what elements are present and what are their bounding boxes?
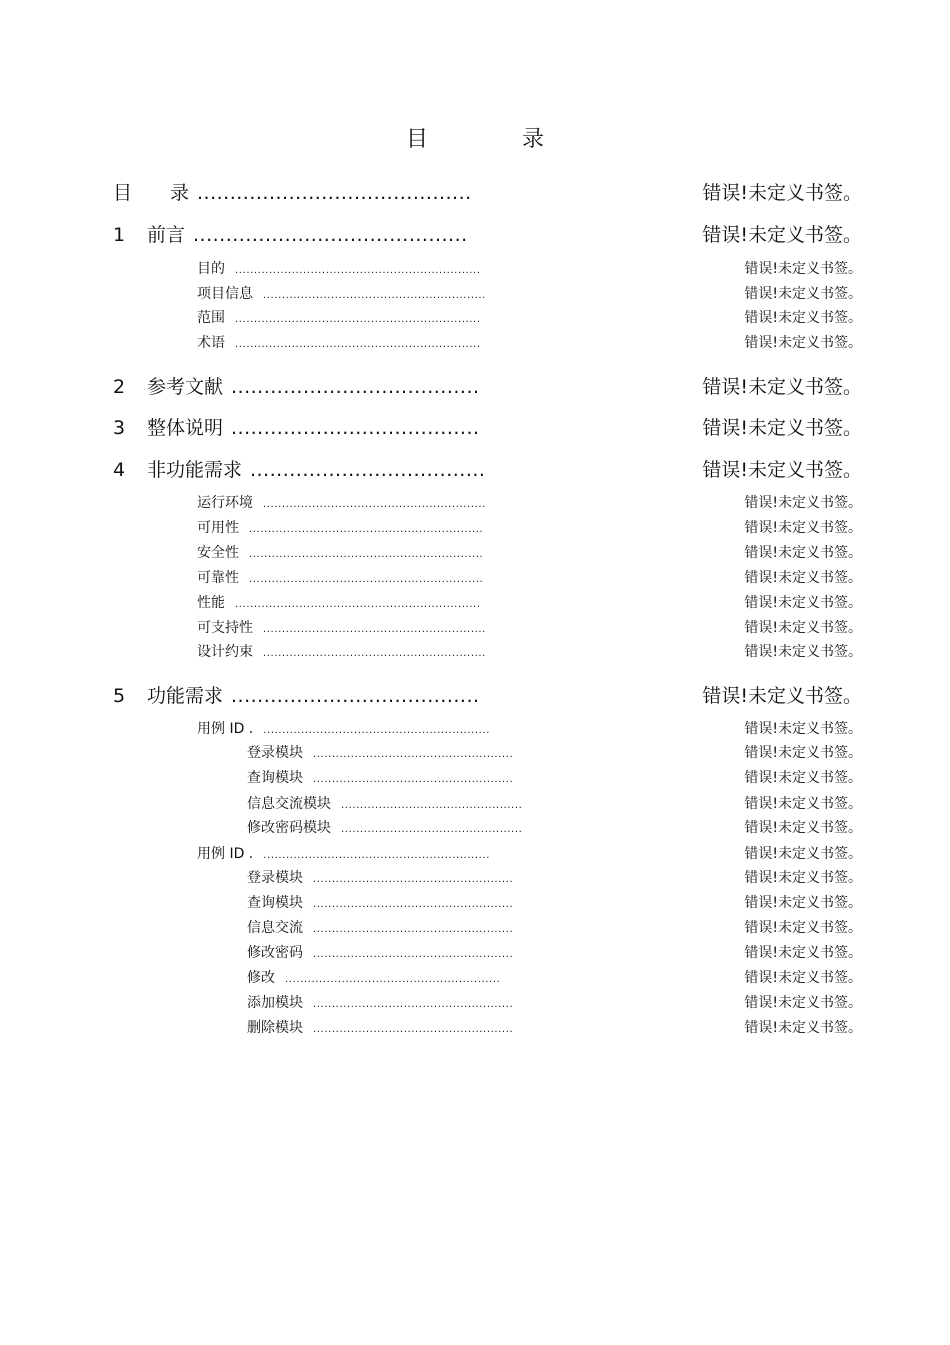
toc-entry-text: 目的	[197, 261, 225, 277]
toc-page-ref: 错误!未定义书签。	[702, 417, 862, 439]
toc-entry-label	[197, 517, 483, 537]
toc-entry-text: 信息交流	[247, 920, 303, 936]
toc-page-ref: 错误!未定义书签。	[744, 644, 862, 660]
toc-entry-label	[113, 681, 480, 708]
toc-entry[interactable]	[0, 492, 950, 518]
toc-leader-dots: .....................................................	[313, 949, 514, 960]
toc-entry[interactable]	[0, 517, 950, 543]
toc-entry[interactable]	[0, 413, 950, 439]
toc-entry-label	[113, 220, 468, 247]
toc-entry-label	[247, 867, 513, 887]
toc-leader-dots: ....................................	[250, 459, 486, 481]
toc-entry-label	[197, 492, 486, 512]
toc-entry-label	[113, 178, 472, 205]
toc-entry-label	[247, 817, 522, 837]
toc-entry-text: 安全性	[197, 545, 239, 561]
toc-entry-label	[197, 542, 483, 562]
toc-page-ref: 错误!未定义书签。	[744, 495, 862, 511]
toc-entry[interactable]	[0, 567, 950, 593]
toc-entry-text: 添加模块	[247, 995, 303, 1011]
toc-page-ref: 错误!未定义书签。	[744, 870, 862, 886]
toc-entry-text: 修改密码	[247, 945, 303, 961]
toc-leader-dots: ................................................	[341, 824, 523, 835]
toc-leader-dots: .................................................................	[235, 339, 481, 350]
toc-entry[interactable]	[0, 742, 950, 768]
toc-page-ref: 错误!未定义书签。	[702, 376, 862, 398]
toc-entry[interactable]	[0, 718, 950, 744]
toc-entry[interactable]	[0, 867, 950, 893]
toc-page-ref: 错误!未定义书签。	[744, 895, 862, 911]
toc-page-ref: 错误!未定义书签。	[702, 224, 862, 246]
toc-entry-label	[197, 567, 483, 587]
toc-leader-dots: ......................................	[231, 685, 480, 707]
toc-entry-label	[247, 917, 513, 937]
toc-entry[interactable]	[0, 767, 950, 793]
toc-leader-dots: ..........................................	[193, 224, 468, 246]
toc-entry-text: 目 录	[113, 182, 190, 204]
toc-leader-dots: .....................................................	[313, 899, 514, 910]
page-title: 目 录	[405, 127, 580, 152]
toc-entry[interactable]	[0, 542, 950, 568]
toc-entry-text: 查询模块	[247, 895, 303, 911]
toc-leader-dots: ..............................................................	[249, 574, 484, 585]
toc-leader-dots: ......................................	[231, 376, 480, 398]
toc-entry-text: 可用性	[197, 520, 239, 536]
toc-leader-dots: .....................................................	[313, 999, 514, 1010]
toc-page-ref: 错误!未定义书签。	[744, 796, 862, 812]
toc-entry-label	[197, 718, 490, 738]
toc-leader-dots: ...........................................................	[263, 648, 486, 659]
toc-entry[interactable]	[0, 178, 950, 204]
toc-leader-dots: ............................................................	[263, 725, 490, 736]
toc-leader-dots: ................................................	[341, 800, 523, 811]
toc-page-ref: 错误!未定义书签。	[744, 570, 862, 586]
toc-entry-label	[197, 258, 481, 278]
toc-page-ref: 错误!未定义书签。	[744, 261, 862, 277]
toc-leader-dots: ..........................................	[197, 182, 472, 204]
toc-page-ref: 错误!未定义书签。	[744, 620, 862, 636]
toc-page-ref: 错误!未定义书签。	[744, 995, 862, 1011]
toc-page-ref: 错误!未定义书签。	[744, 721, 862, 737]
toc-leader-dots: ...........................................................	[263, 499, 486, 510]
toc-page-ref: 错误!未定义书签。	[744, 846, 862, 862]
toc-entry-number: 1	[113, 224, 126, 246]
toc-entry-text: 整体说明	[147, 417, 224, 439]
toc-entry-label	[247, 892, 513, 912]
toc-entry[interactable]	[0, 220, 950, 246]
toc-page-ref: 错误!未定义书签。	[744, 770, 862, 786]
toc-entry-label	[247, 992, 513, 1012]
toc-entry-label	[247, 942, 513, 962]
toc-entry[interactable]	[0, 681, 950, 707]
toc-entry[interactable]	[0, 1017, 950, 1043]
toc-entry[interactable]	[0, 843, 950, 869]
toc-entry[interactable]	[0, 917, 950, 943]
toc-page-ref: 错误!未定义书签。	[702, 459, 862, 481]
toc-leader-dots: .....................................................	[313, 749, 514, 760]
toc-entry[interactable]	[0, 967, 950, 993]
toc-leader-dots: .................................................................	[235, 314, 481, 325]
toc-entry[interactable]	[0, 942, 950, 968]
toc-leader-dots: .....................................................	[313, 874, 514, 885]
toc-entry-label	[247, 1017, 513, 1037]
toc-entry-label	[197, 283, 486, 303]
toc-entry[interactable]	[0, 307, 950, 333]
toc-entry-label	[113, 455, 485, 482]
toc-entry-text: 修改	[247, 970, 275, 986]
toc-page-ref: 错误!未定义书签。	[744, 745, 862, 761]
toc-entry-text: 修改密码模块	[247, 820, 331, 836]
toc-leader-dots: ...........................................................	[263, 290, 486, 301]
toc-entry-number: 3	[113, 417, 126, 439]
toc-page-ref: 错误!未定义书签。	[702, 182, 862, 204]
toc-entry-label	[197, 617, 486, 637]
toc-leader-dots: .....................................................	[313, 1024, 514, 1035]
toc-entry[interactable]	[0, 892, 950, 918]
toc-entry-label	[247, 767, 513, 787]
toc-entry-label	[247, 793, 522, 813]
toc-page-ref: 错误!未定义书签。	[744, 335, 862, 351]
toc-entry[interactable]	[0, 455, 950, 481]
toc-entry[interactable]	[0, 817, 950, 843]
toc-page-ref: 错误!未定义书签。	[744, 520, 862, 536]
toc-leader-dots: .................................................................	[235, 265, 481, 276]
toc-entry[interactable]	[0, 258, 950, 284]
toc-entry[interactable]	[0, 592, 950, 618]
toc-leader-dots: .....................................................	[313, 774, 514, 785]
toc-leader-dots: .....................................................	[313, 924, 514, 935]
toc-entry-text: 设计约束	[197, 644, 253, 660]
toc-entry[interactable]	[0, 793, 950, 819]
toc-page-ref: 错误!未定义书签。	[744, 920, 862, 936]
toc-page-ref: 错误!未定义书签。	[744, 310, 862, 326]
toc-entry-label	[197, 641, 486, 661]
toc-leader-dots: ...........................................................	[263, 624, 486, 635]
toc-entry-number: 2	[113, 376, 126, 398]
toc-entry-text: 功能需求	[147, 685, 224, 707]
toc-page-ref: 错误!未定义书签。	[744, 286, 862, 302]
toc-leader-dots: .........................................................	[285, 974, 501, 985]
toc-entry-label	[197, 592, 481, 612]
toc-page-ref: 错误!未定义书签。	[744, 545, 862, 561]
toc-page-ref: 错误!未定义书签。	[744, 820, 862, 836]
toc-entry-label	[197, 332, 481, 352]
toc-entry-text: 参考文献	[147, 376, 224, 398]
toc-entry-text: 非功能需求	[147, 459, 243, 481]
toc-entry-text: 信息交流模块	[247, 796, 331, 812]
toc-entry-text: 登录模块	[247, 745, 303, 761]
toc-entry[interactable]	[0, 641, 950, 667]
toc-leader-dots: ..............................................................	[249, 524, 484, 535]
toc-entry-text: 登录模块	[247, 870, 303, 886]
toc-entry-label	[197, 843, 490, 863]
toc-entry-text: 运行环境	[197, 495, 253, 511]
toc-page-ref: 错误!未定义书签。	[744, 945, 862, 961]
toc-page-ref: 错误!未定义书签。	[744, 595, 862, 611]
toc-entry-label	[247, 967, 500, 987]
toc-entry-label	[113, 372, 480, 399]
toc-entry-number: 4	[113, 459, 126, 481]
toc-entry-text: 术语	[197, 335, 225, 351]
toc-entry[interactable]	[0, 283, 950, 309]
toc-leader-dots: ............................................................	[263, 850, 490, 861]
toc-entry[interactable]	[0, 332, 950, 358]
toc-entry-text: 项目信息	[197, 286, 253, 302]
toc-page-ref: 错误!未定义书签。	[744, 970, 862, 986]
toc-entry-text: 用例 ID .	[197, 846, 254, 862]
toc-entry-label	[197, 307, 481, 327]
toc-entry-text: 用例 ID .	[197, 721, 254, 737]
toc-page-ref: 错误!未定义书签。	[702, 685, 862, 707]
toc-leader-dots: ..............................................................	[249, 549, 484, 560]
toc-entry[interactable]	[0, 617, 950, 643]
toc-entry[interactable]	[0, 992, 950, 1018]
toc-entry-number: 5	[113, 685, 126, 707]
toc-entry-label	[247, 742, 513, 762]
toc-leader-dots: ......................................	[231, 417, 480, 439]
toc-page-ref: 错误!未定义书签。	[744, 1020, 862, 1036]
toc-entry-text: 前言	[147, 224, 186, 246]
toc-entry-label	[113, 413, 480, 440]
toc-leader-dots: .................................................................	[235, 599, 481, 610]
toc-entry-text: 范围	[197, 310, 225, 326]
toc-entry-text: 删除模块	[247, 1020, 303, 1036]
toc-entry[interactable]	[0, 372, 950, 398]
toc-entry-text: 可支持性	[197, 620, 253, 636]
toc-entry-text: 可靠性	[197, 570, 239, 586]
toc-entry-text: 查询模块	[247, 770, 303, 786]
toc-entry-text: 性能	[197, 595, 225, 611]
